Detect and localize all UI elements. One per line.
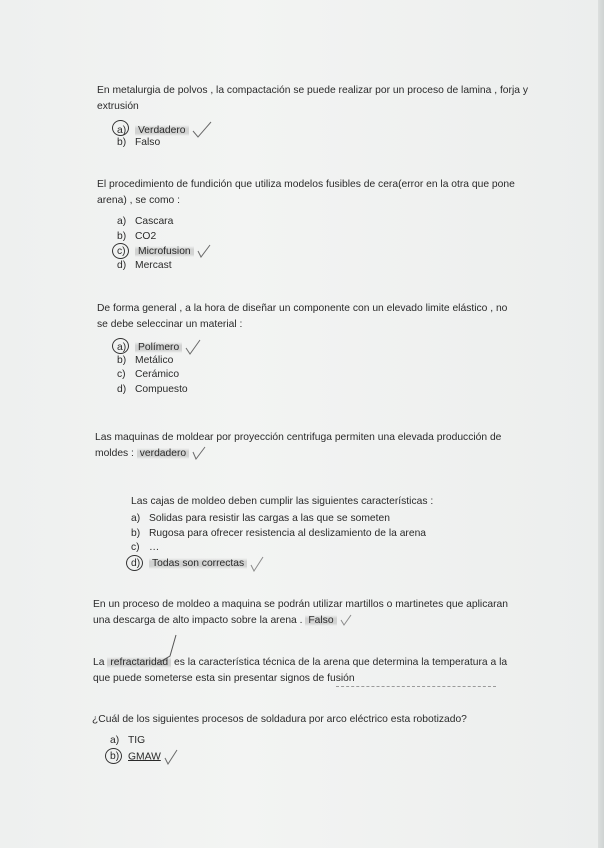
- check-mark-icon: [197, 244, 211, 258]
- question-2: [97, 177, 517, 273]
- question-5-text: Las cajas de moldeo deben cumplir las siguientes características :: [131, 496, 434, 507]
- check-mark-icon: [250, 556, 264, 572]
- question-3-option-d[interactable]: d) Compuesto: [117, 383, 188, 395]
- pen-stroke-mark: [154, 634, 180, 664]
- question-3: [97, 301, 517, 397]
- question-6-text: En un proceso de moldeo a maquina se podrán utilizar martillos o martinetes que aplicaran una descarga de alto impacto sobre la arena .: [93, 599, 508, 626]
- question-5-option-d[interactable]: d) Todas son correctas: [131, 556, 531, 571]
- check-mark-icon: [340, 614, 352, 626]
- question-4-answer[interactable]: verdadero: [137, 448, 189, 459]
- question-5: [131, 494, 531, 570]
- question-4-text: Las maquinas de moldear por proyección centrifuga permiten una elevada producción de moldes :: [95, 432, 502, 459]
- dashed-line: [336, 686, 496, 689]
- question-2-option-d[interactable]: d) Mercast: [117, 259, 172, 271]
- question-3-option-c[interactable]: c) Cerámico: [117, 369, 180, 380]
- question-1-option-a[interactable]: a) Verdadero: [117, 121, 537, 136]
- selected-circle: [112, 120, 129, 136]
- question-2-text: El procedimiento de fundición que utiliza modelos fusibles de cera(error en la otra que pone arena) , se como :: [97, 179, 515, 206]
- question-7-highlight: refractaridad: [107, 657, 171, 668]
- selected-circle: [105, 748, 122, 764]
- question-3-option-a[interactable]: a) Polímero: [117, 339, 517, 354]
- question-8-option-a[interactable]: a) TIG: [110, 735, 146, 746]
- question-5-option-a[interactable]: a) Solidas para resistir las cargas a las que se someten: [131, 513, 390, 524]
- question-3-option-b[interactable]: b) Metálico: [117, 354, 174, 366]
- question-8: [92, 712, 522, 763]
- question-3-text: De forma general , a la hora de diseñar un componente con un elevado limite elástico , no se debe seleccinar un material :: [97, 303, 508, 330]
- question-8-text: ¿Cuál de los siguientes procesos de soldadura por arco eléctrico esta robotizado?: [92, 714, 467, 725]
- question-1: [97, 83, 537, 150]
- question-5-option-c[interactable]: c) …: [131, 542, 160, 553]
- question-8-option-b[interactable]: b) GMAW: [110, 749, 522, 764]
- selected-circle: [126, 555, 143, 571]
- question-6-answer[interactable]: Falso: [305, 615, 336, 626]
- question-7-text-start: La: [93, 657, 108, 668]
- question-7-text-end: es la característica técnica de la arena que determina la temperatura a la que puede someterse esta sin presentar signos de fusión: [93, 657, 508, 684]
- question-2-option-a[interactable]: a) Cascara: [117, 216, 174, 227]
- question-4: [95, 430, 515, 462]
- selected-circle: [112, 338, 129, 354]
- check-mark-icon: [192, 446, 206, 460]
- question-2-option-b[interactable]: b) CO2: [117, 230, 157, 242]
- question-5-option-b[interactable]: b) Rugosa para ofrecer resistencia al deslizamiento de la arena: [131, 527, 427, 539]
- selected-circle: [112, 243, 129, 259]
- question-6: [93, 597, 513, 629]
- question-1-option-b[interactable]: b) Falso: [117, 136, 161, 148]
- question-1-text: En metalurgia de polvos , la compactación se puede realizar por un proceso de lamina , forja y extrusión: [97, 85, 528, 112]
- question-2-option-c[interactable]: c) Microfusion: [117, 244, 517, 259]
- check-mark-icon: [164, 749, 178, 765]
- page-edge: [598, 0, 604, 848]
